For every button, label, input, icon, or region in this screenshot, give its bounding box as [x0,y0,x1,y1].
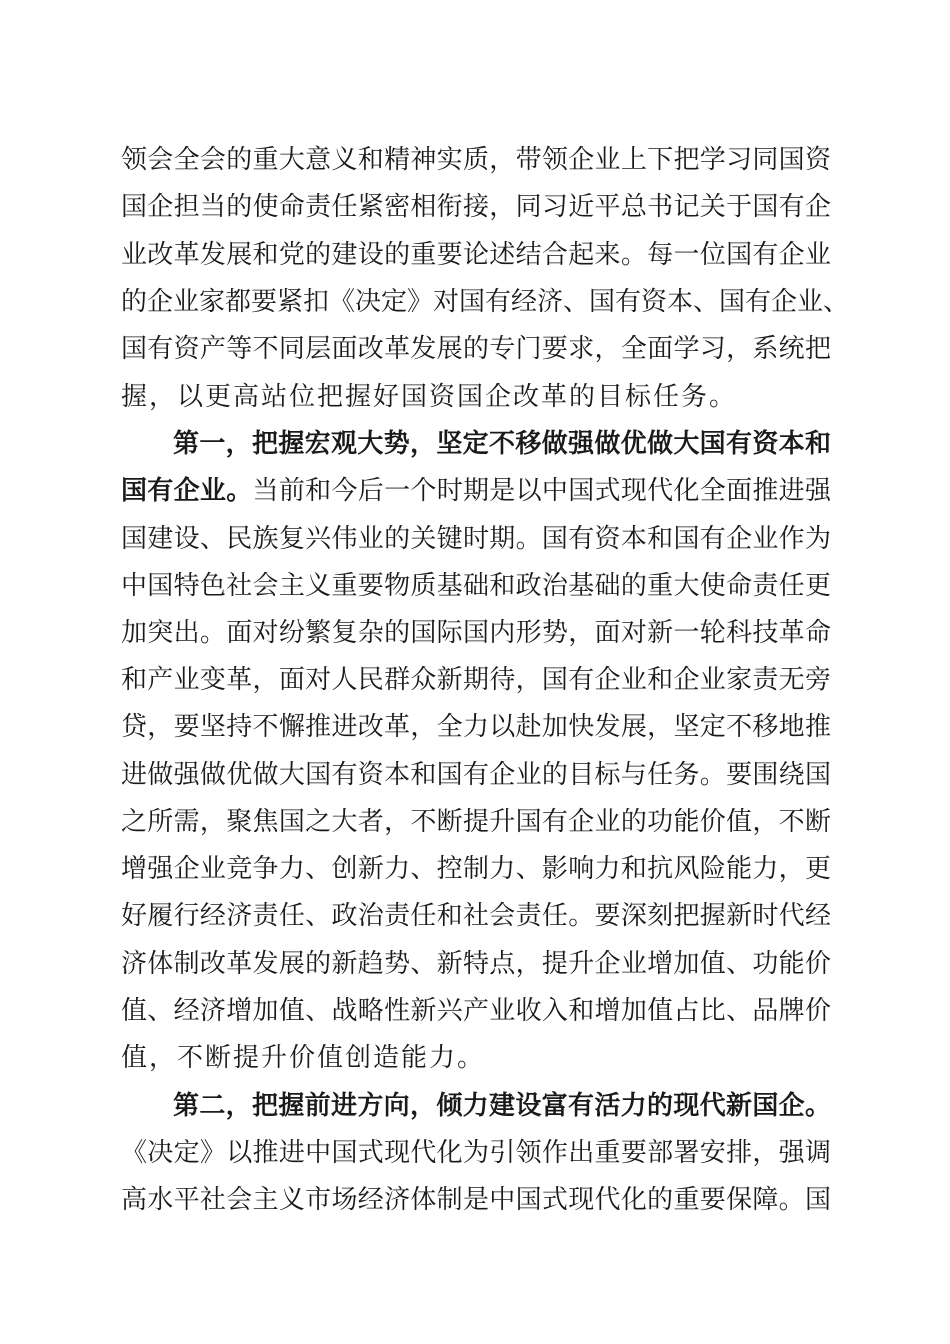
text-line: 值，不断提升价值创造能力。 [121,1043,486,1073]
text-line: 《决定》以推进中国式现代化为引领作出重要部署安排，强调 [121,1138,831,1168]
section-heading-first: 第一，把握宏观大势，坚定不移做强做优做大国有资本和 [173,429,831,459]
text-line: 值、经济增加值、战略性新兴产业收入和增加值占比、品牌价 [121,996,831,1026]
text-line: 中国特色社会主义重要物质基础和政治基础的重大使命责任更 [121,571,831,601]
text-line: 加突出。面对纷繁复杂的国际国内形势，面对新一轮科技革命 [121,618,831,648]
text-line: 济体制改革发展的新趋势、新特点，提升企业增加值、功能价 [121,949,831,979]
text-line: 握，以更高站位把握好国资国企改革的目标任务。 [121,382,738,412]
text-line: 的企业家都要紧扣《决定》对国有经济、国有资本、国有企业、 [121,287,850,317]
text-line [121,476,831,506]
text-line: 领会全会的重大意义和精神实质，带领企业上下把学习同国资 [121,145,831,175]
text-line: 增强企业竞争力、创新力、控制力、影响力和抗风险能力，更 [121,854,831,884]
text-span: 当前和今后一个时期是以中国式现代化全面推进强 [252,476,831,506]
text-line: 国企担当的使命责任紧密相衔接，同习近平总书记关于国有企 [121,192,831,222]
text-line: 之所需，聚焦国之大者，不断提升国有企业的功能价值，不断 [121,807,831,837]
section-heading-first-end: 国有企业。 [121,476,253,506]
text-line: 国建设、民族复兴伟业的关键时期。国有资本和国有企业作为 [121,524,831,554]
text-line: 进做强做优做大国有资本和国有企业的目标与任务。要围绕国 [121,760,831,790]
text-line: 高水平社会主义市场经济体制是中国式现代化的重要保障。国 [121,1185,831,1215]
section-heading-second: 第二，把握前进方向，倾力建设富有活力的现代新国企。 [173,1091,831,1121]
text-line: 好履行经济责任、政治责任和社会责任。要深刻把握新时代经 [121,901,831,931]
text-line: 业改革发展和党的建设的重要论述结合起来。每一位国有企业 [121,240,831,270]
text-line: 国有资产等不同层面改革发展的专门要求，全面学习，系统把 [121,334,831,364]
text-line: 和产业变革，面对人民群众新期待，国有企业和企业家责无旁 [121,665,831,695]
text-line: 贷，要坚持不懈推进改革，全力以赴加快发展，坚定不移地推 [121,712,831,742]
